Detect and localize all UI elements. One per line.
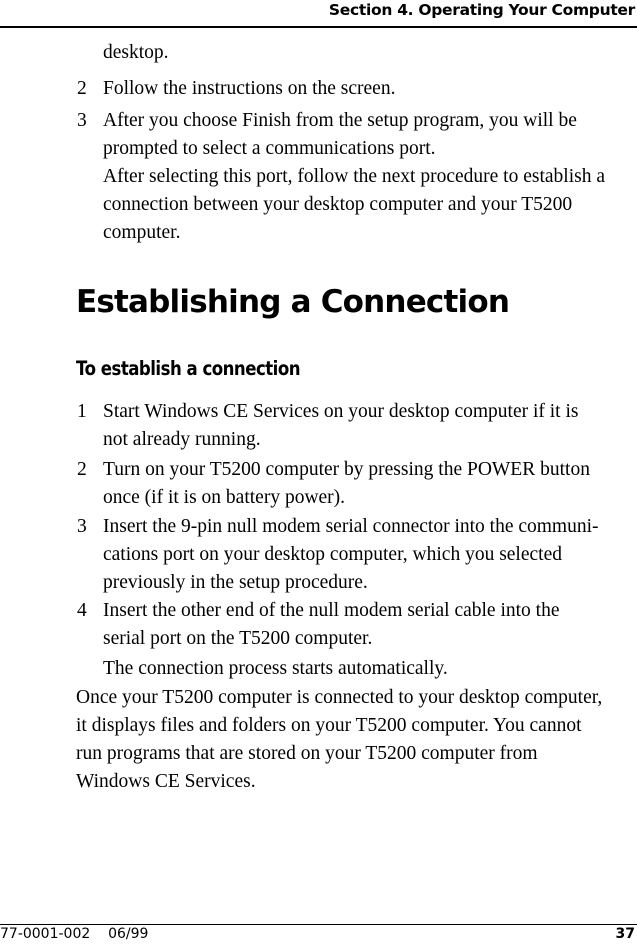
text-line: After selecting this port, follow the next procedure to establish a <box>103 166 605 187</box>
procedure-heading: To establish a connection <box>76 357 301 380</box>
text-line: it displays files and folders on your T5200 computer. You cannot <box>76 715 582 736</box>
footer-doc-info <box>0 926 148 942</box>
text-line: cations port on your desktop computer, which you selected <box>103 544 562 565</box>
step-result <box>103 655 637 683</box>
text-line: computer. <box>103 222 181 243</box>
text-line: serial port on the T5200 computer. <box>103 628 373 649</box>
text-line: Windows CE Services. <box>76 771 256 792</box>
intro-continuation <box>103 39 637 67</box>
text-line: Insert the other end of the null modem serial cable into the <box>103 600 560 621</box>
header-rule <box>0 26 637 28</box>
text-line: Follow the instructions on the screen. <box>103 78 396 99</box>
text-line: Once your T5200 computer is connected to your desktop computer, <box>76 687 603 708</box>
page-number: 37 <box>615 926 635 942</box>
step-number: 1 <box>77 401 87 422</box>
text-line: not already running. <box>103 429 261 450</box>
list-number: 3 <box>77 110 87 131</box>
text-line: The connection process starts automatically. <box>103 658 448 679</box>
step-1 <box>103 398 637 454</box>
step-2 <box>103 456 637 512</box>
step-3 <box>103 513 637 597</box>
text-line: once (if it is on battery power). <box>103 487 346 508</box>
footer-rule <box>0 924 637 925</box>
intro-step-2 <box>103 75 637 103</box>
text-line: previously in the setup procedure. <box>103 572 368 593</box>
text-line: Start Windows CE Services on your desktop computer if it is <box>103 401 579 422</box>
intro-step-3 <box>103 107 637 163</box>
step-4 <box>103 597 637 653</box>
text-line: connection between your desktop computer and your T5200 <box>103 194 573 215</box>
step-number: 3 <box>77 516 87 537</box>
closing-paragraph <box>76 684 616 796</box>
text-line: Turn on your T5200 computer by pressing the POWER button <box>103 459 590 480</box>
doc-date: 06/99 <box>108 926 149 942</box>
section-heading: Establishing a Connection <box>76 284 510 320</box>
step-number: 4 <box>77 600 87 621</box>
doc-number: 77-0001-002 <box>0 926 91 942</box>
text-line: Insert the 9-pin null modem serial connector into the communi- <box>103 516 599 537</box>
text-line: prompted to select a communications port. <box>103 138 436 159</box>
list-number: 2 <box>77 78 87 99</box>
step-number: 2 <box>77 459 87 480</box>
text-line: desktop. <box>103 42 169 63</box>
text-line: After you choose Finish from the setup program, you will be <box>103 110 577 131</box>
intro-note <box>103 163 637 247</box>
text-line: run programs that are stored on your T5200 computer from <box>76 743 538 764</box>
running-header: Section 4. Operating Your Computer <box>328 1 635 19</box>
